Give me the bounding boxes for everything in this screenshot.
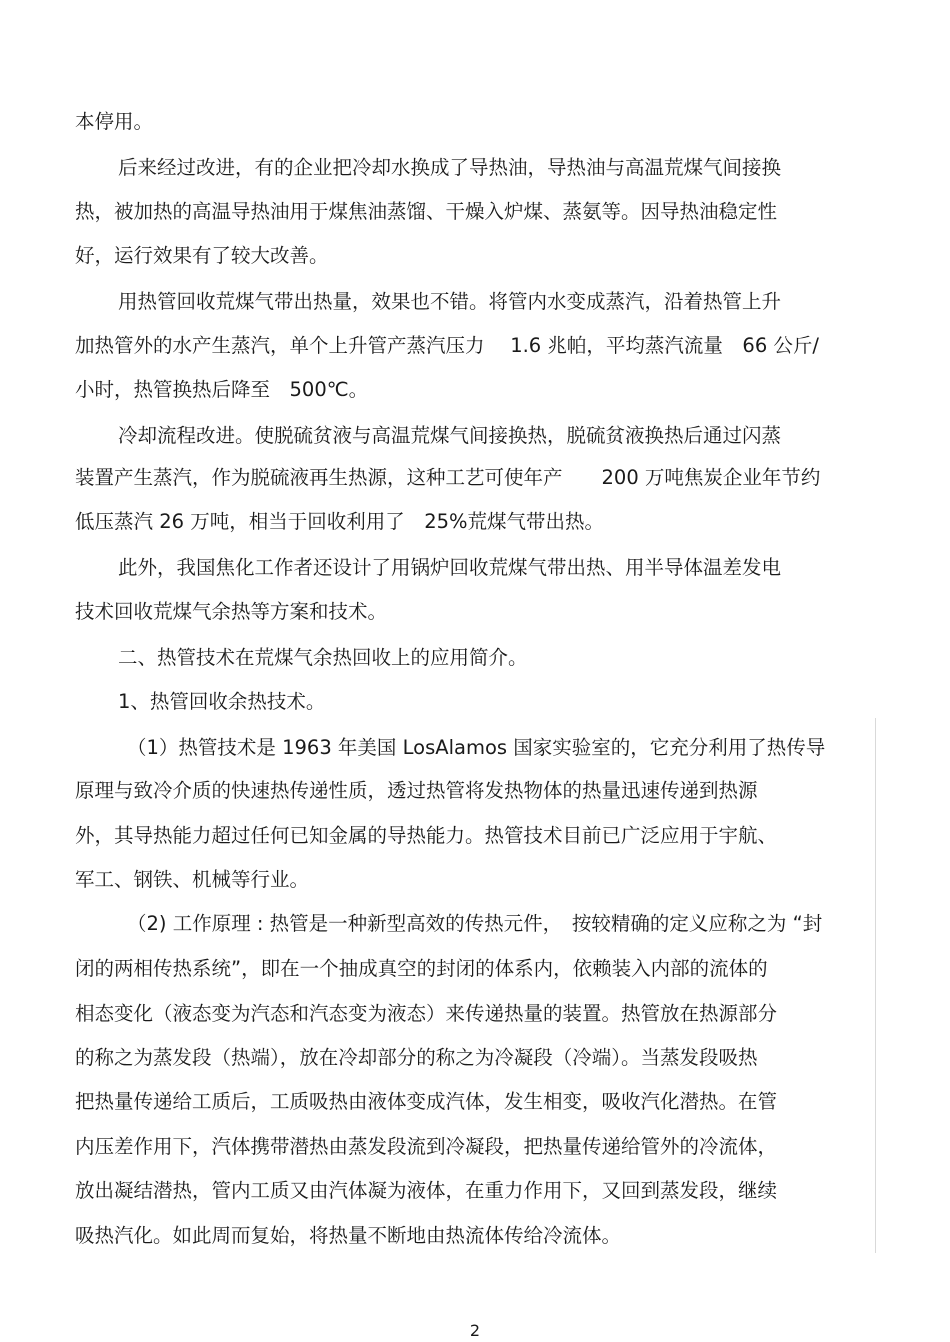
text-line-22: 的称之为蒸发段（热端），放在冷却部分的称之为冷凝段（冷端）。当蒸发段吸热: [75, 1046, 758, 1069]
text-line-19: （2) 工作原理 : 热管是一种新型高效的传热元件， 按较精确的定义应称之为 “封: [127, 912, 823, 935]
margin-rule: [875, 718, 876, 1253]
text-line-8: 冷却流程改进。使脱硫贫液与高温荒煤气间接换热，脱硫贫液换热后通过闪蒸: [118, 424, 782, 447]
text-line-24: 内压差作用下，汽体携带潜热由蒸发段流到冷凝段，把热量传递给管外的冷流体，: [75, 1135, 778, 1158]
text-line-12: 技术回收荒煤气余热等方案和技术。: [75, 600, 388, 623]
text-line-18: 军工、钢铁、机械等行业。: [75, 868, 310, 891]
text-line-26: 吸热汽化。如此周而复始，将热量不断地由热流体传给冷流体。: [75, 1224, 622, 1247]
text-line-4: 好，运行效果有了较大改善。: [75, 244, 329, 267]
text-line-25: 放出凝结潜热，管内工质又由汽体凝为液体，在重力作用下，又回到蒸发段，继续: [75, 1179, 778, 1202]
text-line-7: 小时，热管换热后降至 500℃。: [75, 378, 369, 401]
section-heading: 二、热管技术在荒煤气余热回收上的应用简介。: [118, 646, 528, 669]
text-line-10: 低压蒸汽 26 万吨，相当于回收利用了 25%荒煤气带出热。: [75, 510, 605, 533]
text-line-2: 后来经过改进，有的企业把冷却水换成了导热油，导热油与高温荒煤气间接换: [118, 156, 782, 179]
text-line-16: 原理与致冷介质的快速热传递性质，透过热管将发热物体的热量迅速传递到热源: [75, 779, 758, 802]
text-line-11: 此外，我国焦化工作者还设计了用锅炉回收荒煤气带出热、用半导体温差发电: [118, 556, 782, 579]
text-line-9: 装置产生蒸汽，作为脱硫液再生热源，这种工艺可使年产 200 万吨焦炭企业年节约: [75, 466, 821, 489]
subsection-heading: 1、热管回收余热技术。: [118, 690, 326, 713]
text-line-23: 把热量传递给工质后，工质吸热由液体变成汽体，发生相变，吸收汽化潜热。在管: [75, 1090, 778, 1113]
page-number: 2: [469, 1321, 481, 1340]
text-line-21: 相态变化（液态变为汽态和汽态变为液态）来传递热量的装置。热管放在热源部分: [75, 1002, 778, 1025]
text-line-1: 本停用。: [75, 110, 154, 133]
text-line-3: 热，被加热的高温导热油用于煤焦油蒸馏、干燥入炉煤、蒸氨等。因导热油稳定性: [75, 200, 778, 223]
text-line-20: 闭的两相传热系统”，即在一个抽成真空的封闭的体系内，依赖装入内部的流体的: [75, 957, 768, 980]
text-line-17: 外，其导热能力超过任何已知金属的导热能力。热管技术目前已广泛应用于宇航、: [75, 824, 778, 847]
text-line-15: （1）热管技术是 1963 年美国 LosAlamos 国家实验室的，它充分利用了热传导: [127, 736, 826, 759]
text-line-5: 用热管回收荒煤气带出热量，效果也不错。将管内水变成蒸汽，沿着热管上升: [118, 290, 782, 313]
text-line-6: 加热管外的水产生蒸汽，单个上升管产蒸汽压力 1.6 兆帕，平均蒸汽流量 66 公斤/: [75, 334, 819, 357]
